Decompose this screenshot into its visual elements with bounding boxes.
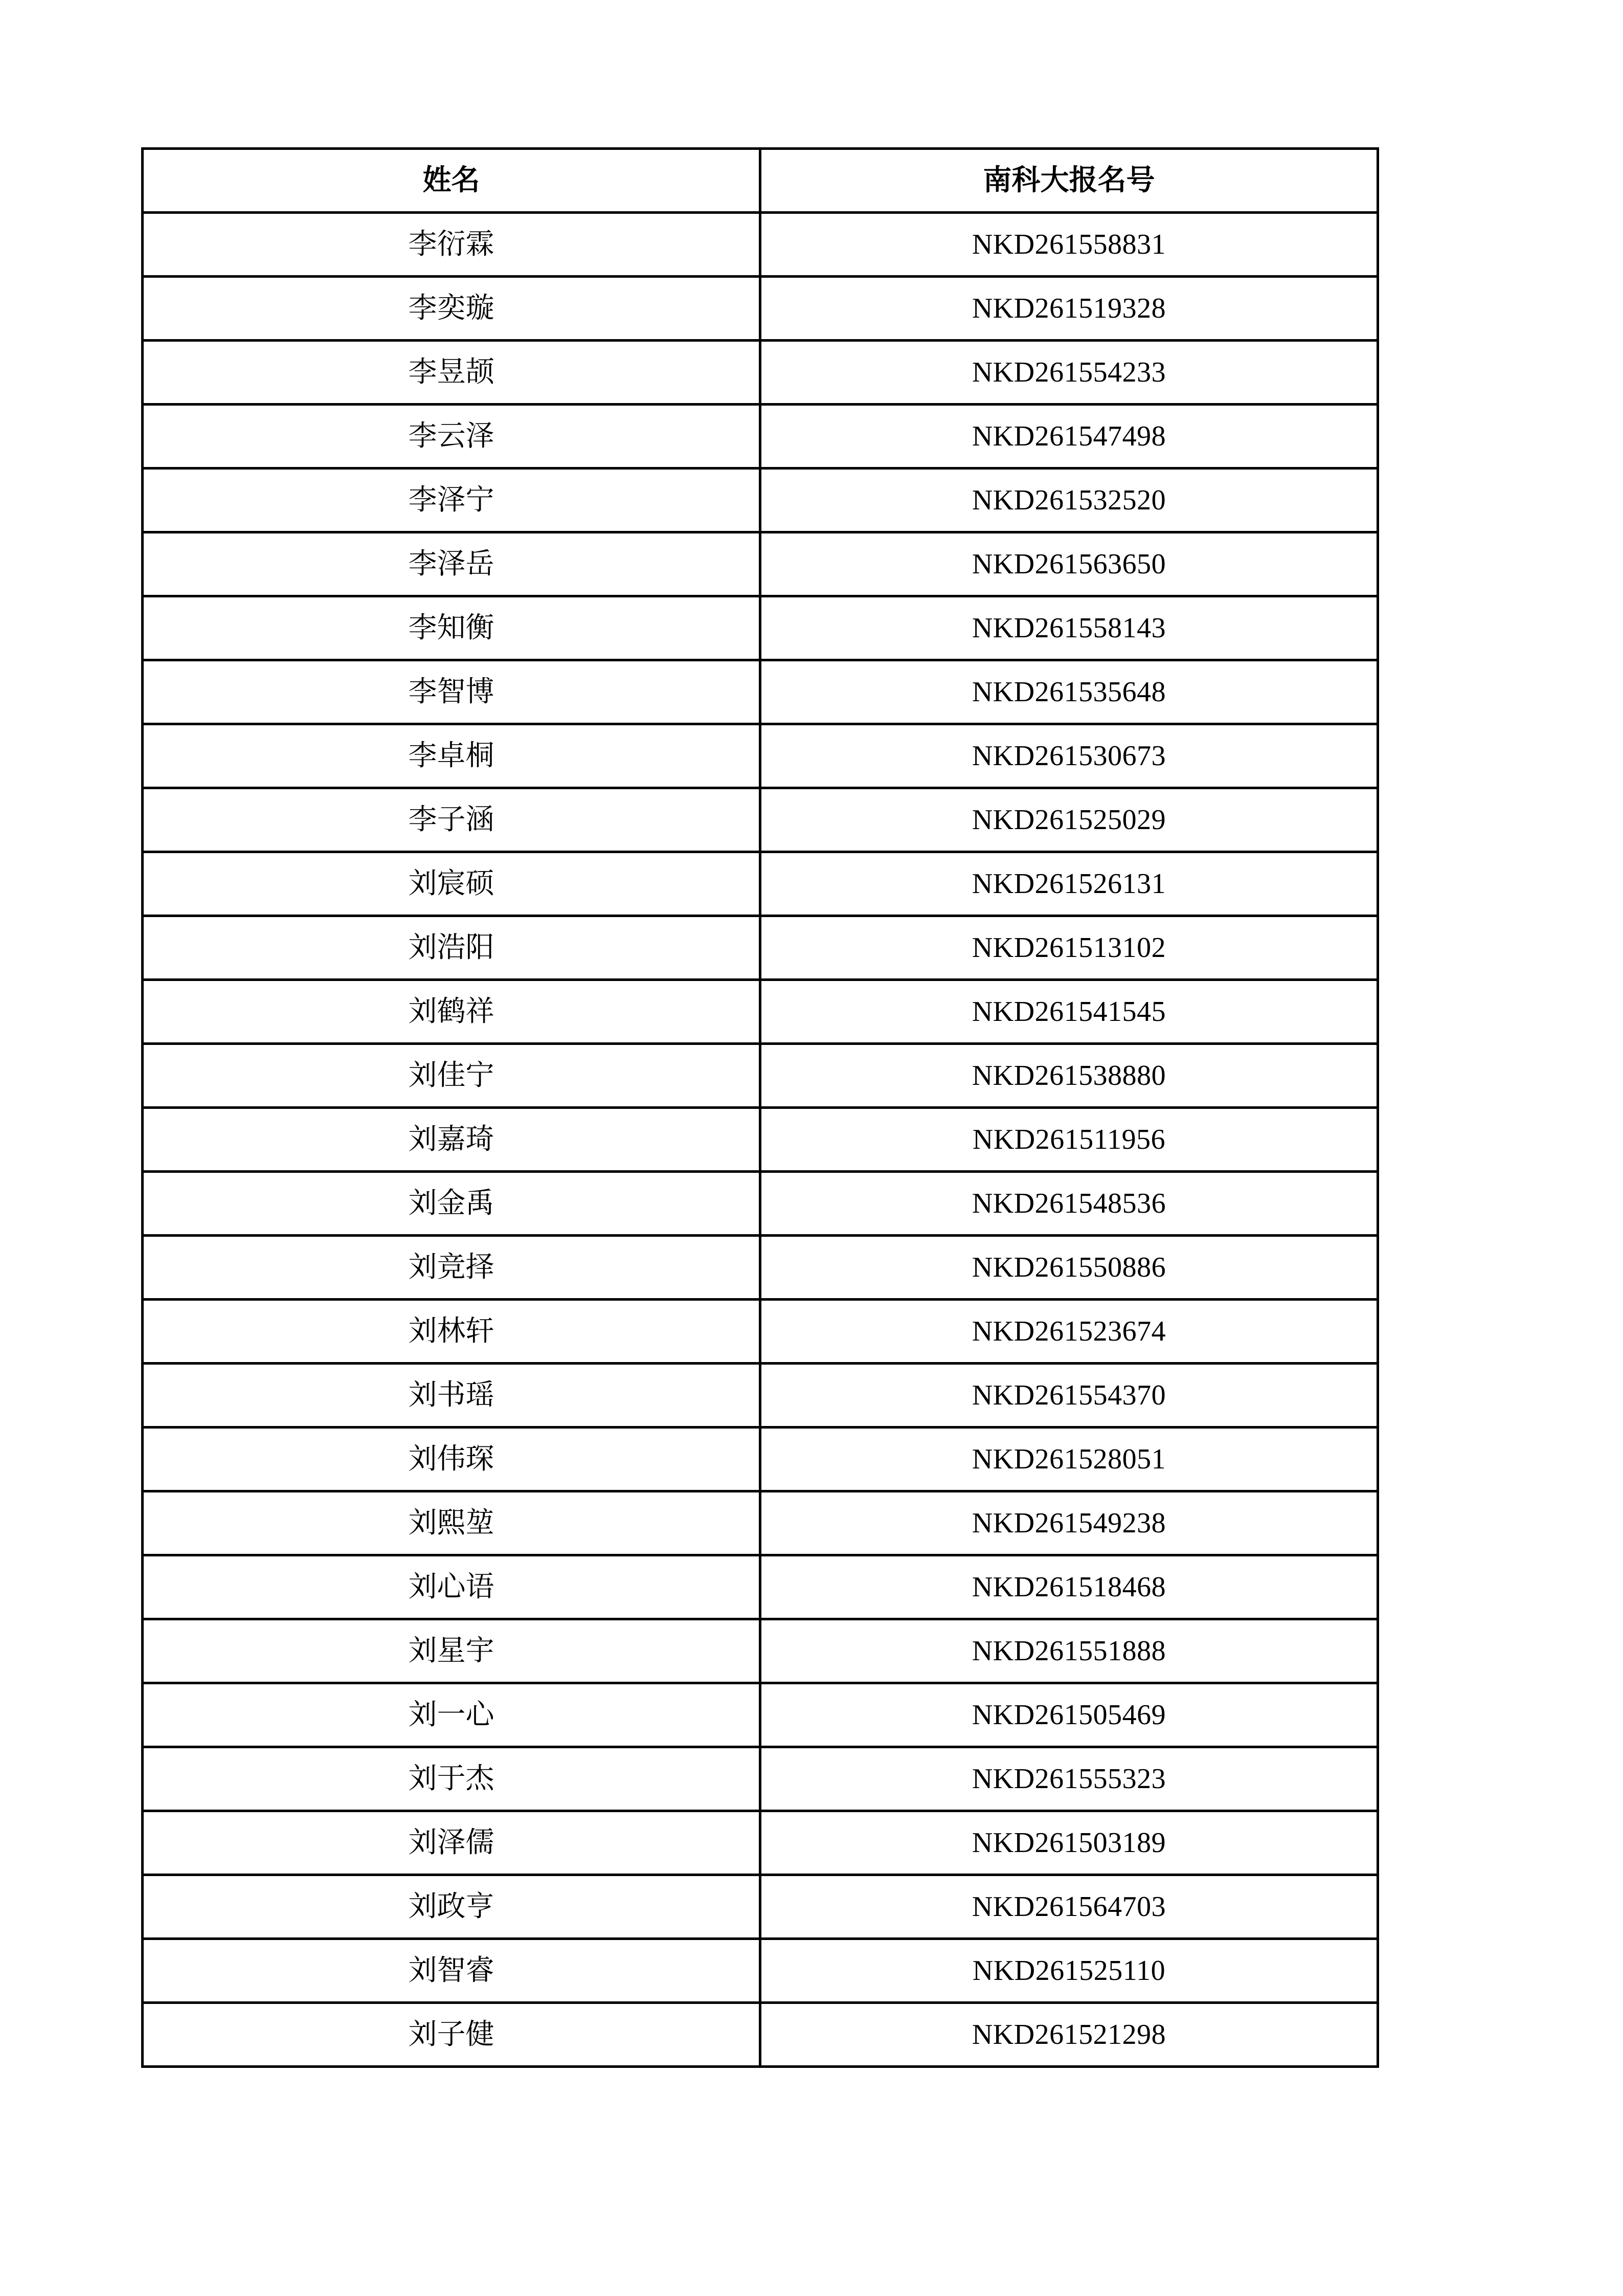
student-name-cell: 刘政亨 xyxy=(143,1875,760,1939)
student-name-cell: 李昱颉 xyxy=(143,341,760,405)
table-row xyxy=(143,1875,1378,1939)
student-name-cell: 刘嘉琦 xyxy=(143,1108,760,1172)
student-name-cell: 刘竞择 xyxy=(143,1236,760,1300)
table-row xyxy=(143,724,1378,788)
registration-number-cell: NKD261541545 xyxy=(760,980,1378,1044)
table-row xyxy=(143,532,1378,596)
header-registration-number: 南科大报名号 xyxy=(760,149,1378,213)
table-row xyxy=(143,980,1378,1044)
student-name-cell: 刘宸硕 xyxy=(143,852,760,916)
table-row xyxy=(143,852,1378,916)
registration-number-cell: NKD261519328 xyxy=(760,277,1378,341)
student-name-cell: 刘心语 xyxy=(143,1555,760,1619)
registration-number-cell: NKD261550886 xyxy=(760,1236,1378,1300)
student-name-cell: 李子涵 xyxy=(143,788,760,852)
student-name-cell: 李卓桐 xyxy=(143,724,760,788)
student-name-cell: 李泽岳 xyxy=(143,532,760,596)
student-name-cell: 刘书瑶 xyxy=(143,1364,760,1428)
table-row xyxy=(143,1428,1378,1491)
table-row xyxy=(143,788,1378,852)
student-name-cell: 李智博 xyxy=(143,660,760,724)
student-name-cell: 刘于杰 xyxy=(143,1747,760,1811)
student-name-cell: 李泽宁 xyxy=(143,469,760,532)
registration-number-cell: NKD261558831 xyxy=(760,213,1378,277)
student-name-cell: 刘金禹 xyxy=(143,1172,760,1236)
table-row xyxy=(143,1236,1378,1300)
registration-number-cell: NKD261503189 xyxy=(760,1811,1378,1875)
registration-number-cell: NKD261513102 xyxy=(760,916,1378,980)
table-row xyxy=(143,1555,1378,1619)
student-name-cell: 刘熙堃 xyxy=(143,1491,760,1555)
registration-number-cell: NKD261554233 xyxy=(760,341,1378,405)
student-name-cell: 刘佳宁 xyxy=(143,1044,760,1108)
registration-number-cell: NKD261549238 xyxy=(760,1491,1378,1555)
table-row xyxy=(143,1364,1378,1428)
student-name-cell: 刘浩阳 xyxy=(143,916,760,980)
registration-number-cell: NKD261554370 xyxy=(760,1364,1378,1428)
student-name-cell: 李衍霖 xyxy=(143,213,760,277)
registration-number-cell: NKD261530673 xyxy=(760,724,1378,788)
registration-number-cell: NKD261547498 xyxy=(760,405,1378,469)
table-row xyxy=(143,1747,1378,1811)
registration-number-cell: NKD261551888 xyxy=(760,1619,1378,1683)
student-name-cell: 李云泽 xyxy=(143,405,760,469)
header-row xyxy=(143,149,1378,213)
student-name-cell: 李知衡 xyxy=(143,596,760,660)
registration-number-cell: NKD261528051 xyxy=(760,1428,1378,1491)
table-row xyxy=(143,1811,1378,1875)
registration-number-cell: NKD261525110 xyxy=(760,1939,1378,2003)
registration-number-cell: NKD261518468 xyxy=(760,1555,1378,1619)
table-row xyxy=(143,1108,1378,1172)
registration-number-cell: NKD261511956 xyxy=(760,1108,1378,1172)
student-name-cell: 刘子健 xyxy=(143,2003,760,2067)
registration-number-cell: NKD261538880 xyxy=(760,1044,1378,1108)
table-row xyxy=(143,2003,1378,2067)
table-row xyxy=(143,405,1378,469)
student-name-cell: 刘林轩 xyxy=(143,1300,760,1364)
table-row xyxy=(143,277,1378,341)
registration-number-cell: NKD261532520 xyxy=(760,469,1378,532)
table-row xyxy=(143,660,1378,724)
registration-number-cell: NKD261535648 xyxy=(760,660,1378,724)
header-name: 姓名 xyxy=(143,149,760,213)
student-name-cell: 李奕璇 xyxy=(143,277,760,341)
registration-number-cell: NKD261505469 xyxy=(760,1683,1378,1747)
student-name-cell: 刘伟琛 xyxy=(143,1428,760,1491)
table-row xyxy=(143,1683,1378,1747)
student-name-cell: 刘泽儒 xyxy=(143,1811,760,1875)
table-row xyxy=(143,469,1378,532)
registration-number-cell: NKD261525029 xyxy=(760,788,1378,852)
student-name-cell: 刘一心 xyxy=(143,1683,760,1747)
registration-number-cell: NKD261564703 xyxy=(760,1875,1378,1939)
table-body xyxy=(143,213,1378,2067)
table-header xyxy=(143,149,1378,213)
student-name-cell: 刘鹤祥 xyxy=(143,980,760,1044)
registration-number-cell: NKD261523674 xyxy=(760,1300,1378,1364)
table-row xyxy=(143,1300,1378,1364)
table-row xyxy=(143,341,1378,405)
registration-number-cell: NKD261558143 xyxy=(760,596,1378,660)
student-name-cell: 刘星宇 xyxy=(143,1619,760,1683)
registration-number-cell: NKD261521298 xyxy=(760,2003,1378,2067)
table-row xyxy=(143,1619,1378,1683)
registration-number-cell: NKD261548536 xyxy=(760,1172,1378,1236)
registration-number-cell: NKD261563650 xyxy=(760,532,1378,596)
table-row xyxy=(143,596,1378,660)
table-row xyxy=(143,213,1378,277)
student-name-cell: 刘智睿 xyxy=(143,1939,760,2003)
registration-number-cell: NKD261526131 xyxy=(760,852,1378,916)
registration-table xyxy=(141,147,1379,2068)
table-row xyxy=(143,1491,1378,1555)
table-row xyxy=(143,1044,1378,1108)
table-row xyxy=(143,1172,1378,1236)
table-row xyxy=(143,916,1378,980)
registration-number-cell: NKD261555323 xyxy=(760,1747,1378,1811)
table-row xyxy=(143,1939,1378,2003)
